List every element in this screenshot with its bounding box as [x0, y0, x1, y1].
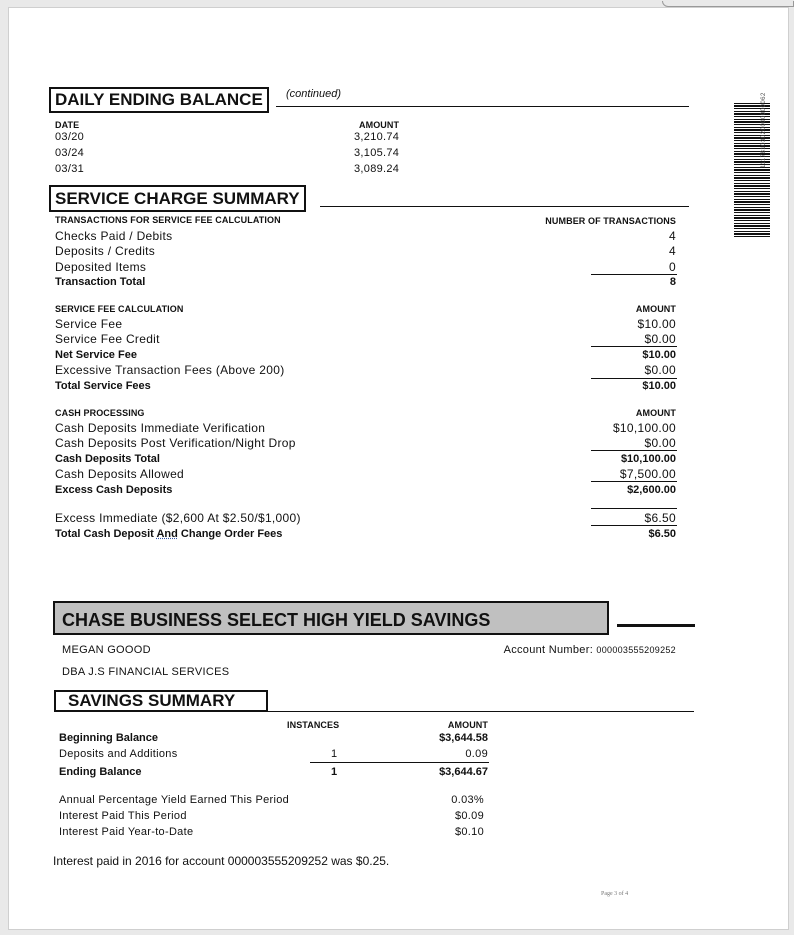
excess-imm-top-rule — [591, 508, 677, 509]
savings-amount-header: AMOUNT — [447, 720, 488, 730]
fee-label: Service Fee Credit — [55, 332, 160, 346]
deposits-instances: 1 — [331, 748, 338, 760]
total-fee-rule — [591, 378, 677, 379]
cash-value: $0.00 — [644, 436, 676, 450]
savings-product-heading: CHASE BUSINESS SELECT HIGH YIELD SAVINGS — [53, 601, 609, 635]
daily-amount: 3,210.74 — [354, 131, 400, 143]
continued-label: (continued) — [286, 88, 342, 100]
tx-total-label: Transaction Total — [55, 276, 146, 288]
cash-section-header: CASH PROCESSING — [55, 408, 145, 418]
net-fee-rule — [591, 346, 677, 347]
fee-value: $10.00 — [642, 380, 676, 392]
tx-value: 4 — [669, 244, 676, 258]
instances-header: INSTANCES — [287, 720, 340, 730]
ending-balance-label: Ending Balance — [59, 766, 142, 778]
tx-count-header: NUMBER OF TRANSACTIONS — [545, 216, 676, 226]
fee-label: Service Fee — [55, 317, 123, 331]
fee-label: Excessive Transaction Fees (Above 200) — [55, 363, 285, 377]
fee-amount-header: AMOUNT — [635, 304, 676, 314]
tx-value: 4 — [669, 229, 676, 243]
excess-immediate-label: Excess Immediate ($2,600 At $2.50/$1,000) — [55, 511, 301, 525]
savings-summary-heading: SAVINGS SUMMARY — [54, 690, 268, 712]
ending-balance-rule — [310, 762, 489, 763]
fee-value: $10.00 — [637, 317, 676, 331]
tx-label: Deposits / Credits — [55, 244, 156, 258]
cash-label: Cash Deposits Allowed — [55, 467, 185, 481]
viewer-tab — [662, 1, 794, 7]
cash-value: $10,100.00 — [612, 421, 676, 435]
cash-label: Excess Cash Deposits — [55, 484, 173, 496]
savings-heading-rule — [617, 624, 695, 627]
cash-total-rule — [591, 450, 677, 451]
fee-value: $10.00 — [642, 349, 676, 361]
interest-ytd-label: Interest Paid Year-to-Date — [59, 826, 194, 838]
fee-value: $0.00 — [644, 363, 676, 377]
total-cash-fee-label-a: Total Cash Deposit — [55, 528, 157, 540]
interest-ytd-value: $0.10 — [454, 826, 484, 838]
apy-label: Annual Percentage Yield Earned This Period — [59, 794, 290, 806]
beginning-balance-value: $3,644.58 — [439, 732, 488, 744]
cash-label: Cash Deposits Total — [55, 453, 160, 465]
beginning-balance-label: Beginning Balance — [59, 732, 159, 744]
total-cash-fee-rule — [591, 525, 677, 526]
tx-label: Checks Paid / Debits — [55, 229, 173, 243]
deposits-label: Deposits and Additions — [59, 748, 178, 760]
tx-total-rule — [591, 274, 677, 275]
account-number-label: Account Number: — [503, 644, 594, 656]
interest-note: Interest paid in 2016 for account 000003555209252 was $0.25. — [53, 854, 390, 868]
account-number: 000003555209252 — [596, 645, 676, 655]
statement-page — [8, 7, 789, 930]
daily-date: 03/24 — [55, 147, 85, 159]
savings-summary-rule — [258, 711, 694, 712]
daily-rule — [276, 106, 689, 107]
cash-value: $2,600.00 — [627, 484, 676, 496]
account-number-line — [504, 644, 676, 656]
fee-label: Net Service Fee — [55, 349, 137, 361]
daily-ending-balance-heading: DAILY ENDING BALANCE — [49, 87, 269, 113]
ending-instances: 1 — [331, 766, 338, 778]
cash-value: $7,500.00 — [619, 467, 676, 481]
owner-name: MEGAN GOOOD — [62, 644, 151, 656]
ending-balance-value: $3,644.67 — [439, 766, 488, 778]
interest-period-label: Interest Paid This Period — [59, 810, 187, 822]
total-cash-fee-label-b: And — [156, 528, 178, 540]
deposits-value: 0.09 — [465, 748, 488, 760]
daily-date-header: DATE — [55, 120, 80, 130]
daily-amount-header: AMOUNT — [359, 120, 400, 130]
service-rule — [320, 206, 689, 207]
tx-total-value: 8 — [669, 276, 676, 288]
excess-immediate-value: $6.50 — [644, 511, 676, 525]
daily-date: 03/31 — [55, 163, 85, 175]
tx-value: 0 — [669, 260, 676, 274]
barcode-number: 11178103020000000062 — [761, 92, 767, 168]
total-cash-fee-label-c: Change Order Fees — [177, 528, 283, 540]
service-charge-summary-heading: SERVICE CHARGE SUMMARY — [49, 185, 306, 212]
interest-period-value: $0.09 — [454, 810, 484, 822]
dba-name: DBA J.S FINANCIAL SERVICES — [62, 666, 230, 678]
excess-cash-rule — [591, 481, 677, 482]
tx-section-header: TRANSACTIONS FOR SERVICE FEE CALCULATION — [55, 215, 281, 225]
daily-amount: 3,089.24 — [354, 163, 400, 175]
fee-value: $0.00 — [644, 332, 676, 346]
fee-section-header: SERVICE FEE CALCULATION — [55, 304, 184, 314]
cash-value: $10,100.00 — [620, 453, 676, 465]
daily-amount: 3,105.74 — [354, 147, 400, 159]
tx-label: Deposited Items — [55, 260, 147, 274]
total-cash-fee-label — [55, 528, 282, 540]
fee-label: Total Service Fees — [55, 380, 151, 392]
apy-value: 0.03% — [451, 794, 484, 806]
cash-label: Cash Deposits Immediate Verification — [55, 421, 266, 435]
page-number: Page 3 of 4 — [601, 891, 629, 897]
daily-date: 03/20 — [55, 131, 85, 143]
cash-label: Cash Deposits Post Verification/Night Drop — [55, 436, 296, 450]
cash-amount-header: AMOUNT — [635, 408, 676, 418]
total-cash-fee-value: $6.50 — [648, 528, 676, 540]
